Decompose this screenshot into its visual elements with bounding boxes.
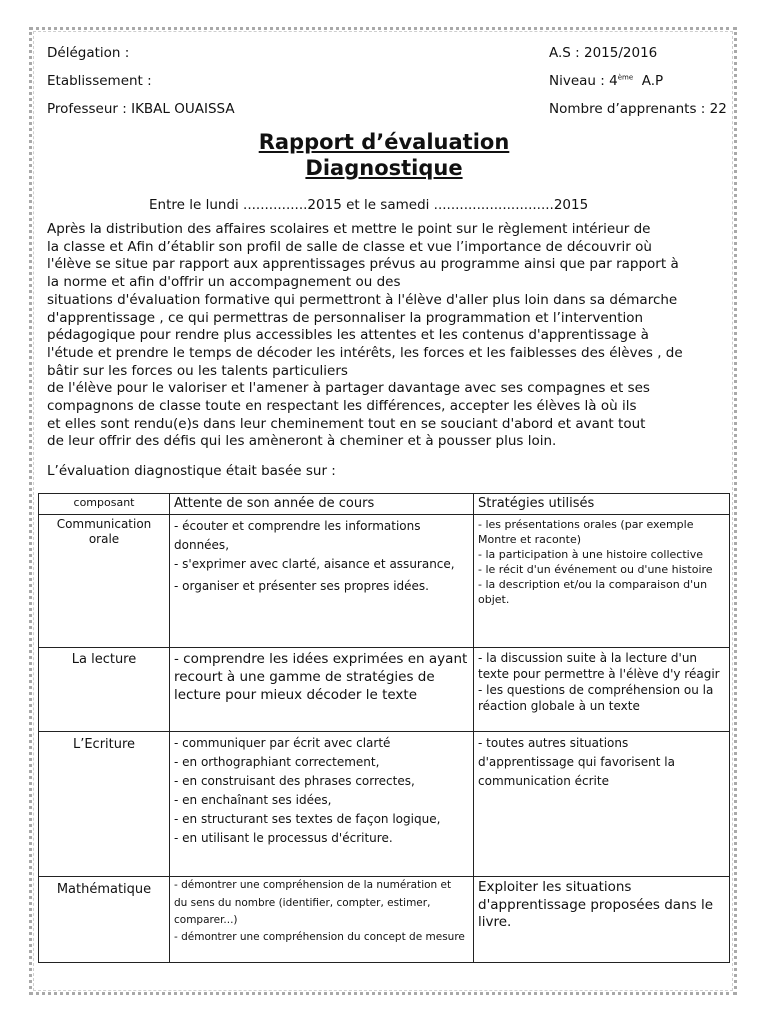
list-item: - la discussion suite à la lecture d'un texte pour permettre à l'élève d'y réagir — [478, 651, 720, 681]
annee-scolaire: A.S : 2015/2016 — [549, 45, 658, 61]
niveau — [549, 73, 663, 89]
list-item: - démontrer une compréhension du concept de mesure — [174, 931, 465, 943]
etablissement-label: Etablissement : — [47, 73, 152, 89]
list-item: - la description et/ou la comparaison d'un objet. — [478, 578, 708, 606]
list-item: - écouter et comprendre les informations données, — [174, 519, 421, 552]
list-item: - les présentations orales (par exemple Montre et raconte) — [478, 518, 694, 546]
composant-cell — [39, 877, 170, 963]
list-item: du sens du nombre (identifier, compter, estimer, comparer...) — [174, 897, 431, 926]
list-item: - démontrer une compréhension de la numération et — [174, 879, 452, 891]
niveau-label: Niveau : 4 — [549, 73, 618, 89]
niveau-suffix: A.P — [641, 73, 664, 89]
strategies-cell — [474, 732, 730, 877]
paragraph-line: de l'élève pour le valoriser et l'amener à partager davantage avec ses compagnes et ses — [47, 380, 650, 397]
nombre-apprenants: Nombre d’apprenants : 22 — [549, 101, 727, 117]
table-header-row — [39, 494, 730, 515]
date-range: Entre le lundi ...............2015 et le samedi ............................2015 — [149, 197, 589, 213]
composant-label: La lecture — [71, 652, 137, 667]
list-item: - en construisant des phrases correctes, — [174, 774, 415, 788]
list-item: - toutes autres situations d'apprentissage qui favorisent la communication écrite — [478, 736, 675, 788]
list-item: - en orthographiant correctement, — [174, 755, 380, 769]
header-composant: composant — [39, 494, 170, 515]
composant-cell — [39, 732, 170, 877]
list-item: - les questions de compréhension ou la réaction globale à un texte — [478, 683, 714, 713]
composant-cell — [39, 648, 170, 732]
paragraph-line: l'étude et prendre le temps de décoder les intérêts, les forces et les faiblesses des élèves , de — [47, 344, 683, 361]
paragraph-line: la norme et afin d'offrir un accompagnement ou des — [47, 274, 401, 291]
evaluation-basis: L’évaluation diagnostique était basée sur : — [47, 463, 336, 479]
table-row — [39, 648, 730, 732]
list-item: - communiquer par écrit avec clarté — [174, 736, 391, 750]
paragraph-line: compagnons de classe toute en respectant les différences, accepter les élèves là où ils — [47, 398, 637, 415]
strategies-cell — [474, 877, 730, 963]
strategies-cell — [474, 648, 730, 732]
list-item: Exploiter les situations d'apprentissage proposées dans le livre. — [478, 879, 714, 930]
paragraph-line: la classe et Afin d’établir son profil de salle de classe et vue l’importance de découvrir où — [47, 238, 652, 255]
paragraph-line: l'élève se situe par rapport aux apprentissages prévus au programme ainsi que par rapport à — [47, 256, 679, 273]
list-item: - en structurant ses textes de façon logique, — [174, 812, 441, 826]
header-attentes: Attente de son année de cours — [170, 494, 474, 515]
professeur-label: Professeur : IKBAL OUAISSA — [47, 101, 235, 117]
list-item: - le récit d'un événement ou d'une histoire — [478, 563, 713, 576]
intro-paragraph — [47, 221, 727, 451]
title-line1: Rapport d’évaluation — [258, 130, 510, 154]
paragraph-line: situations d'évaluation formative qui permettront à l'élève d'aller plus loin dans sa démarche — [47, 291, 678, 308]
paragraph-line: et elles sont rendu(e)s dans leur cheminement tout en se souciant d'abord et avant tout — [47, 415, 646, 432]
table-row — [39, 732, 730, 877]
list-item: - organiser et présenter ses propres idées. — [174, 579, 429, 593]
paragraph-line: de leur offrir des défis qui les amèneront à cheminer et à pousser plus loin. — [47, 433, 557, 450]
composant-label: Mathématique — [56, 882, 152, 897]
table-row — [39, 515, 730, 648]
strategies-cell — [474, 515, 730, 648]
title-line2: Diagnostique — [305, 156, 463, 180]
composant-label: Communication orale — [56, 517, 152, 546]
delegation-label: Délégation : — [47, 45, 130, 61]
paragraph-line: bâtir sur les forces ou les talents particuliers — [47, 362, 348, 379]
paragraph-line: d'apprentissage , ce qui permettras de personnaliser la programmation et l’intervention — [47, 309, 644, 326]
list-item: - la participation à une histoire collective — [478, 548, 703, 561]
list-item: - s'exprimer avec clarté, aisance et assurance, — [174, 557, 455, 571]
niveau-sup: ème — [617, 73, 634, 82]
list-item: - en utilisant le processus d'écriture. — [174, 831, 393, 845]
list-item: - comprendre les idées exprimées en ayant recourt à une gamme de stratégies de lecture pour mieux décoder le texte — [174, 651, 468, 703]
composant-label: L’Ecriture — [72, 737, 136, 752]
table-row — [39, 877, 730, 963]
paragraph-line: Après la distribution des affaires scolaires et mettre le point sur le règlement intérieur de — [47, 221, 651, 237]
attentes-cell — [170, 648, 474, 732]
attentes-cell — [170, 515, 474, 648]
evaluation-table — [38, 493, 730, 963]
attentes-cell — [170, 732, 474, 877]
composant-cell — [39, 515, 170, 648]
list-item: - en enchaînant ses idées, — [174, 793, 332, 807]
attentes-cell — [170, 877, 474, 963]
header-strategies: Stratégies utilisés — [474, 494, 730, 515]
paragraph-line: pédagogique pour rendre plus accessibles les attentes et les contenus d'apprentissage à — [47, 327, 649, 344]
